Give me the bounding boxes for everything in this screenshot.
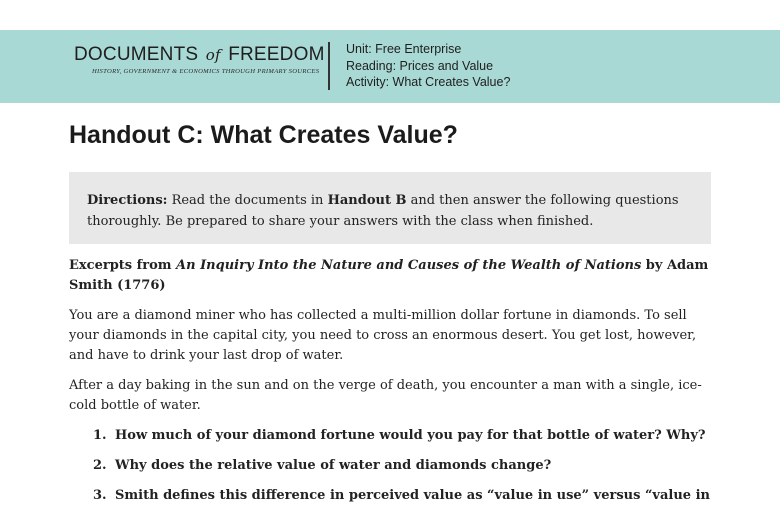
question-item — [93, 426, 719, 446]
directions-emphasis: Handout B — [327, 193, 407, 208]
question-text: Why does the relative value of water and diamonds change? — [115, 458, 552, 473]
excerpt-work-title: An Inquiry Into the Nature and Causes of the Wealth of Nations — [176, 258, 642, 273]
question-number: 3. — [93, 488, 107, 503]
documents-of-freedom-logo — [74, 44, 325, 75]
excerpt-heading — [69, 256, 719, 296]
unit-info — [346, 41, 510, 91]
activity-label: Activity: What Creates Value? — [346, 75, 511, 89]
logo-title — [74, 44, 325, 66]
question-list — [69, 426, 719, 506]
logo-title-part1: DOCUMENTS — [74, 44, 199, 65]
question-item — [93, 456, 719, 476]
paragraph: After a day baking in the sun and on the verge of death, you encounter a man with a single, ice-cold bottle of water. — [69, 378, 702, 413]
paragraph: You are a diamond miner who has collected a multi-million dollar fortune in diamonds. To sell your diamonds in the capital city, you need to cross an enormous desert. You get lost, however, and have to drink your last drop of water. — [69, 308, 697, 363]
directions-text-after: and then answer the following questions thoroughly. Be prepared to share your answers with the class when finished. — [87, 193, 679, 229]
logo-tagline: HISTORY, GOVERNMENT & ECONOMICS THROUGH PRIMARY SOURCES — [92, 68, 320, 75]
logo-title-of: of — [205, 46, 221, 64]
unit-label: Unit: Free Enterprise — [346, 42, 462, 56]
header-divider — [328, 42, 330, 90]
question-text: How much of your diamond fortune would you pay for that bottle of water? Why? — [115, 428, 706, 443]
directions-text-before: Read the documents in — [167, 193, 328, 208]
page-title: Handout C: What Creates Value? — [69, 121, 458, 149]
reading-label: Reading: Prices and Value — [346, 58, 494, 73]
logo-title-part2: FREEDOM — [228, 44, 325, 65]
handout-content — [69, 256, 719, 516]
header-banner — [0, 30, 780, 103]
question-number: 1. — [93, 428, 107, 443]
question-text: Smith defines this difference in perceived value as “value in use” versus “value in — [115, 488, 710, 503]
question-item — [93, 486, 719, 506]
question-number: 2. — [93, 458, 107, 473]
excerpt-prefix: Excerpts from — [69, 258, 177, 273]
excerpt-suffix: by Adam Smith (1776) — [69, 258, 709, 293]
directions-label: Directions: — [87, 193, 168, 208]
directions-box — [69, 172, 711, 244]
